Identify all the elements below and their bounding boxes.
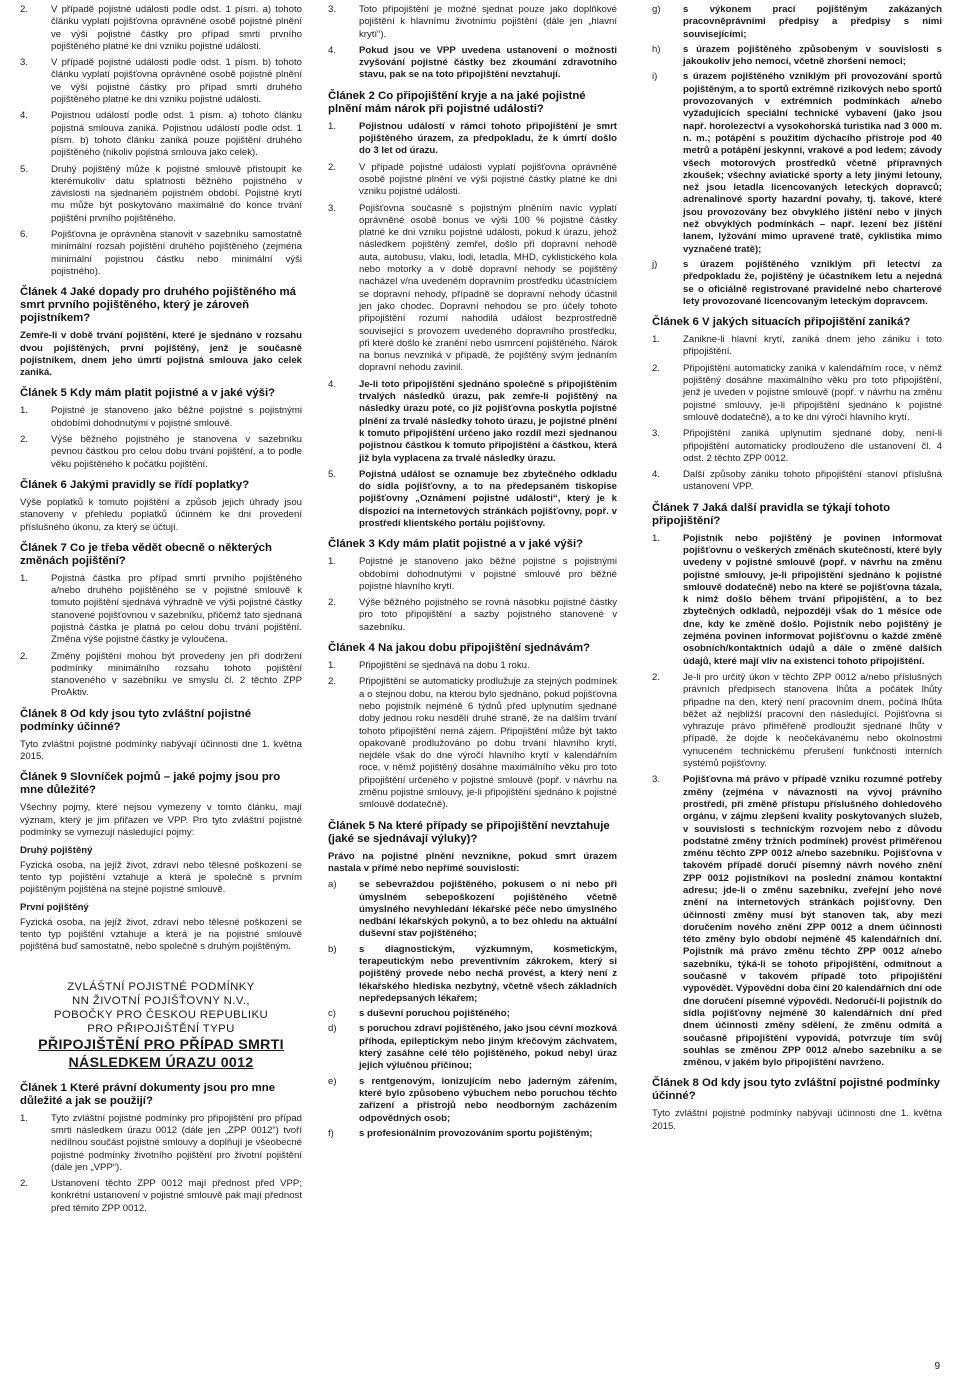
article-heading: Článek 9 Slovníček pojmů – jaké pojmy jsou pro mne důležité? [20,771,281,797]
article-heading: Článek 8 Od kdy jsou tyto zvláštní pojistné podmínky účinné? [20,707,252,733]
exclusion-item: h) s úrazem pojištěného způsobeným v souvislosti s jakoukoliv jeho nemocí, včetně zhoršení nemoci; [652,43,942,68]
definition-text: Fyzická osoba, na jejíž život, zdraví nebo tělesné poškození se tento typ pojištění vztahuje a která je na pojistné smlouvě pojištěná buď samostatně, nebo společně s druhým pojištěným. [20,916,302,953]
page-number: 9 [934,1361,940,1372]
document-title-block [20,980,302,1072]
title-line: NN ŽIVOTNÍ POJIŠŤOVNY N.V., [72,994,250,1007]
definition-term: První pojištěný [20,902,89,914]
title-line: ZVLÁŠTNÍ POJISTNÉ PODMÍNKY [67,980,255,993]
list-item: 3. Toto připojištění je možné sjednat pouze jako doplňkové pojištění k hlavnímu životnímu pojištění (dále jen „hlavní krytí“). [328,4,617,40]
article-heading: Článek 2 Co připojištění kryje a na jaké pojistné plnění mám nárok při pojistné události? [328,89,586,115]
list-item: 2. V případě pojistné události podle odst. 1 písm. a) tohoto článku vyplatí pojišťovna oprávněné osobě pojistné plnění ve výši pojistné částky pro případ smrti prvního pojištěného platné ke dni vzniku pojistné události. [20,4,302,52]
list-item: 4. Pokud jsou ve VPP uvedena ustanovení o možnosti zvyšování pojistné částky bez zkoumání zdravotního stavu, pak se na toto připojištění nevztahují. [328,44,617,81]
list-item: 4. Pojistnou událostí podle odst. 1 písm. a) tohoto článku pojistná smlouva zaniká. Pojistnou událostí podle odst. 1 písm. b) tohoto článku zaniká pouze pojištění druhého pojištěného (nikoliv pojistná smlouva jako celek). [20,110,302,159]
list-item: 3. Připojištění zaniká uplynutím sjednané doby, není-li připojištění automaticky prodlouženo dle ustanovení čl. 4 odst. 2 těchto ZPP 0012. [652,428,942,464]
exclusion-item: j) s úrazem pojištěného vzniklým při letectví za předpokladu že, pojištěný je účastníkem letu a nejedná se o oficiálně registrované pravidelné nebo charterové lety provozované licencovaným leteckým dopravcem. [652,258,942,307]
article-heading: Článek 1 Které právní dokumenty jsou pro mne důležité a jak se použijí? [20,1081,276,1107]
article-heading: Článek 4 Na jakou dobu připojištění sjednávám? [328,642,591,655]
article-heading: Článek 5 Na které případy se připojištění nevztahuje (jaké se sjednávají výluky)? [328,819,610,845]
article-paragraph: Právo na pojistné plnění nevznikne, pokud smrt úrazem nastala v přímé nebo nepřímé souvislosti: [328,850,617,874]
list-item: 5. Druhý pojištěný může k pojistné smlouvě přistoupit ke kterémukoliv datu splatnosti běžného pojistného v závislosti na sjednaném pojistném období. Pojistné krytí mu může být poskytováno maximálně do konce trvání pojištění prvního pojištěného. [20,163,302,224]
list-item: 2. Výše běžného pojistného je stanovena v sazebníku pevnou částkou pro celou dobu trvání pojištění, a to podle věku pojištěného k počátku pojištění. [20,434,302,470]
article-heading: Článek 7 Co je třeba vědět obecně o některých změnách pojištění? [20,541,272,567]
list-item: 1. Pojistnou událostí v rámci tohoto připojištění je smrt pojištěného úrazem, za předpokladu, že k úmrtí došlo do 3 let od úrazu. [328,120,617,157]
list-item: 4. Je-li toto připojištění sjednáno společně s připojištěním trvalých následků úrazu, pak zemře-li pojištěný na následky úrazu poté, co již pojišťovna poskytla pojistné plnění za trvalé následky tohoto úrazu, je pojistné plnění k tomuto připojištění určeno jako rozdíl mezi sjednanou pojistnou částkou k tomuto připojištění a částkou, která již byla vyplacena za trvalé následky úrazu. [328,378,617,464]
article-paragraph: Tyto zvláštní pojistné podmínky nabývají účinnosti dne 1. května 2015. [652,1108,942,1132]
list-item: 1. Pojistné je stanoveno jako běžné pojistné s pojistnými obdobími dohodnutými v pojistné smlouvě pro běžné pojistné hlavního krytí. [328,556,617,592]
list-item: 1. Pojistník nebo pojištěný je povinen informovat pojišťovnu o veškerých změnách skutečností, které byly uvedeny v pojistné smlouvě (popř. v návrhu na změnu pojistné smlouvy, je-li připojištění sjednáno k pojistné smlouvě dodatečně) nebo na které se pojišťovna tázala, k nimž došlo během trvání připojištění, a to bez zbytečných odkladů, nejpozději však do 1 měsíce ode dne, kdy ke změně došlo. Pojistník nebo pojištěný je zejména povinen informovat pojišťovnu o každé změně osobních/kontaktních údajů a dále o změně dalších údajů, které mají vliv na existenci tohoto připojištění. [652,532,942,667]
article-paragraph: Výše poplatků k tomuto pojištění a způsob jejich úhrady jsou stanoveny v přehledu poplatků účinném ke dni provedení příslušného úkonu, za který se účtují. [20,496,302,533]
definition-term: Druhý pojištěný [20,845,93,857]
article-heading: Článek 6 Jakými pravidly se řídí poplatky? [20,478,250,491]
list-item: 4. Další způsoby zániku tohoto připojištění stanoví příslušná ustanovení VPP. [652,469,942,493]
column-middle [328,4,617,1143]
column-left [20,4,302,1219]
list-item: 2. Výše běžného pojistného se rovná násobku pojistné částky pro toto připojištění a sazby pojistného stanovené v sazebníku. [328,597,617,633]
list-item: 3. Pojišťovna má právo v případě vzniku rozumné potřeby změny (zejména v návaznosti na vývoj právního prostředí, při změně přístupu příslušného dohledového orgánu, v zájmu zlepšení kvality poskytovaných služeb, v souvislosti s technickým rozvojem nebo z důvodu podstatné změny tržních podmínek) provést přiměřenou změnu těchto ZPP 0012 a/nebo sazebníku. Pojišťovna v takovém případě doručí písemný návrh nového znění ZPP 0012 pojistníkovi na poslední známou kontaktní adresu; jde-li o změnu sazebníku, zveřejní jeho nové znění na internetových stránkách pojišťovny. Den účinnosti změny musí být stanoven tak, aby mezi doručením nového znění ZPP 0012 a dnem účinnosti této změny bylo období nejméně 45 kalendářních dní. Pojistník má právo změnu těchto ZPP 0012 a/nebo sazebníku, týká-li se tohoto připojištění, odmítnout a současně v takovém případě toto připojištění vypovědět. Výpovědní doba činí 20 kalendářních dní ode dne doručení písemné výpovědi. Nedoručí-li pojistník do sídla pojišťovny nejméně 30 kalendářních dní před dnem účinnosti změny sdělení, že změnu odmítá a současně připojištění vypovídá, potvrzuje tím svůj souhlas se změnou ZPP 0012 a/nebo sazebníku a se změnou, v jakém bylo připojištění navrženo. [652,774,942,1069]
exclusion-item: e) s rentgenovým, ionizujícím nebo jaderným zářením, které bylo způsobeno výbuchem nebo poruchou těchto zařízení a přístrojů nebo neodborným zacházením odpovědných osob; [328,1075,617,1124]
title-line: POBOČKY PRO ČESKOU REPUBLIKU [53,1008,269,1021]
article-paragraph: Zemře-li v době trvání pojištění, které je sjednáno v rozsahu dvou pojištěných, první pojištěný, jenž je současně pojistníkem, dnem jeho úmrtí pojistná smlouva jako celek zaniká. [20,330,302,379]
exclusion-item: i) s úrazem pojištěného vzniklým při provozování sportů pojištěným, a to sportů extrémně rizikových nebo sportů provozovaných v extrémních podmínkách a/nebo vyžadujících speciální technické vybavení (jako jsou např. horolezectví a vysokohorská turistika nad 3 000 m. n. m.; potápění s použitím dýchacího přístroje pod 40 metrů a potápění jeskynní, vrakové a pod ledem; závody všech motorových prostředků včetně přípravných zkoušek; všechny aviatické sporty a lety jinými letouny, než jsou letadla licencovaných leteckých dopravců; adrenalinové sporty hazardní povahy, tj. takové, které jsou provozovány bez obvyklého jištění nebo v jiných než obvyklých podmínkách – např. lezení bez jištění lanem, lyžování mimo upravené tratě, cyklistika mimo vyznačené tratě); [652,71,942,255]
list-item: 3. Pojišťovna současně s pojistným plněním navíc vyplatí oprávněné osobě bonus ve výši 100 % pojistné částky platné ke dni vzniku pojistné události, pokud k úrazu, jehož následkem pojištěný zemřel, došlo při dopravní nehodě auta, autobusu, vlaku, lodi, letadla, MHD, cyklistického kola nebo motorky a v době dopravní nehody se pojištěný nacházel v/na uvedeném dopravním prostředku účastníciem se dopravní nehody, případně se dopravní nehody účastnil jen jako chodec. Dopravní nehodou se pro účely tohoto připojištění rozumí nahodilá událost bezprostředně související s provozem uvedeného dopravního prostředku, při které došlo ke zranění nebo usmrcení pojištěného. Nárok na bonus nevzniká v případě, že pojištěný svým jednáním dopravní nehodu zavinil. [328,202,617,374]
article-paragraph: Všechny pojmy, které nejsou vymezeny v tomto článku, mají význam, který je jim přiřazen ve VPP. Pro tyto zvláštní pojistné podmínky se vymezují následující pojmy: [20,802,302,838]
list-item: 2. Připojištění automaticky zaniká v kalendářním roce, v němž pojištěný dosáhne maximálního věku pro toto připojištění, jenž je uveden v pojistné smlouvě (popř. v návrhu na změnu pojistné smlouvy, je-li připojištění sjednáno k pojistné smlouvě dodatečně), a to ke dni výročí hlavního krytí. [652,362,942,423]
article-heading: Článek 6 V jakých situacích připojištění zaniká? [652,316,911,329]
exclusion-item: d) s poruchou zdraví pojištěného, jako jsou cévní mozková příhoda, epileptickým nebo jiným křečovým záchvatem, který zasáhne celé tělo pojištěného, pokud nebyl úraz jejich výlučnou příčinou; [328,1023,617,1072]
list-item: 1. Tyto zvláštní pojistné podmínky pro připojištění pro případ smrti následkem úrazu 0012 (dále jen „ZPP 0012“) tvoří nedílnou součást pojistné smlouvy a doplňují je všeobecné pojistné podmínky životního pojištění pro životní pojištění (dále jen „VPP“). [20,1112,302,1173]
definition-text: Fyzická osoba, na jejíž život, zdraví nebo tělesné poškození se tento typ pojištění vztahuje a která je společně s prvním pojištěným pojištěná na stejné pojistné smlouvě. [20,859,302,896]
exclusion-item: f) s profesionálním provozováním sportu pojištěným; [328,1127,593,1139]
list-item: 5. Pojistná událost se oznamuje bez zbytečného odkladu do sídla pojišťovny, a to na předepsaném tiskopise pojišťovny „Oznámení pojistné události“, který je k dispozici na internetových stránkách pojišťovny, popř. v prostředí klientského portálu pojišťovny. [328,468,617,529]
article-heading: Článek 5 Kdy mám platit pojistné a v jaké výši? [20,387,276,400]
list-item: 1. Pojistné je stanoveno jako běžné pojistné s pojistnými obdobími dohodnutými v pojistné smlouvě. [20,405,302,429]
title-line: PRO PŘIPOJIŠTĚNÍ TYPU [87,1022,235,1035]
list-item: 1. Pojistná částka pro případ smrti prvního pojištěného a/nebo druhého pojištěného se v pojistné smlouvě k tomuto pojištění sjednává výhradně ve výši pojistné částky stanovené pojišťovnou v sazebníku, přičemž tato sjednaná pojistná částka je platná po celou dobu trvání pojištění. Změna výše pojistné částky je vyloučena. [20,572,302,646]
exclusion-item: b) s diagnostickým, výzkumným, kosmetickým, terapeutickým nebo preventivním zákrokem, který si pojištěný provede nebo nechá provést, a který není z lékařského hlediska nezbytný, včetně všech základních nepředepsaných lékařem; [328,943,617,1004]
column-right [652,4,942,1137]
list-item: 2. Připojištění se automaticky prodlužuje za stejných podmínek a o stejnou dobu, na kterou bylo sjednáno, pokud pojišťovna nebo pojistník nejméně 6 týdnů před uplynutím sjednané doby jednou roku nesdělí druhé straně, že na dalším trvání tohoto připojištění nemá zájem. Připojištění může být takto opakovaně prodlužováno po dobu trvání hlavního krytí, nejdéle však do dne výročí hlavního krytí v kalendářním roce, v němž pojištěný dosáhne maximálního věku pro toto připojištění určeného v pojistné smlouvě (popř. v návrhu na změnu pojistné smlouvy, je-li připojištění sjednáno k pojistné smlouvě dodatečně). [328,676,617,811]
article-heading: Článek 4 Jaké dopady pro druhého pojištěného má smrt prvního pojištěného, který je zároveň pojistníkem? [20,286,296,325]
article-paragraph: Tyto zvláštní pojistné podmínky nabývají účinnosti dne 1. května 2015. [20,738,302,763]
article-heading: Článek 8 Od kdy jsou tyto zvláštní pojistné podmínky účinné? [652,1077,940,1103]
list-item: 2. V případě pojistné události vyplatí pojišťovna oprávněné osobě pojistné plnění ve výši pojistné částky platné ke dni vzniku pojistné události. [328,161,617,198]
exclusion-item: c) s duševní poruchou pojištěného; [328,1008,510,1020]
title-main: PŘIPOJIŠTĚNÍ PRO PŘÍPAD SMRTI [38,1036,284,1053]
exclusion-item: g) s výkonem prací pojištěným zakázaných pracovněprávními předpisy a předpisy s nimi souvisejícími; [652,4,942,40]
list-item: 2. Ustanovení těchto ZPP 0012 mají přednost před VPP; konkrétní ustanovení v pojistné smlouvě pak mají přednost před těmito ZPP 0012. [20,1178,302,1214]
article-heading: Článek 3 Kdy mám platit pojistné a v jaké výši? [328,538,584,551]
list-item: 2. Je-li pro určitý úkon v těchto ZPP 0012 a/nebo příslušných právních předpisech stanovena lhůta a počátek lhůty připadne na den, který není pracovním dnem, počíná lhůta běžet až nejbližší pracovní den následující. Pojišťovna si vyhrazuje právo přiměřeně prodloužit sjednané lhůty v případě, že dojde k neočekávanému nebo okolnostmi vynuceném technickému přerušení funkčnosti interních systémů pojišťovny. [652,671,942,770]
article-heading: Článek 7 Jaká další pravidla se týkají tohoto připojištění? [652,501,891,527]
exclusion-item: a) se sebevraždou pojištěného, pokusem o ni nebo při úmyslném sebepoškození pojištěného včetně úmyslného nevyhledání lékařské péče nebo úmyslného nedbání lékařských pokynů, a to bez ohledu na aktuální duševní stav pojištěného; [328,879,617,940]
list-item: 3. V případě pojistné události podle odst. 1 písm. b) tohoto článku vyplatí pojišťovna oprávněné osobě pojistné plnění ve výši pojistné částky pro případ smrti druhého pojištěného platné ke dni vzniku pojistné události. [20,57,302,106]
list-item: 1. Zanikne-li hlavní krytí, zaniká dnem jeho zániku i toto připojištění. [652,334,942,358]
list-item: 1. Připojištění se sjednává na dobu 1 roku. [328,660,530,672]
list-item: 6. Pojišťovna je oprávněna stanovit v sazebníku samostatně minimální rozsah pojištění druhého pojištěného (zejména minimální pojistnou částku nebo minimální výši pojistného). [20,229,302,277]
list-item: 2. Změny pojištění mohou být provedeny jen při dodržení podmínky minimálního rozsahu tohoto pojištění stanoveného v sazebníku ve smyslu čl. 2 těchto ZPP ProAktiv. [20,650,302,699]
title-main: NÁSLEDKEM ÚRAZU 0012 [68,1054,254,1071]
